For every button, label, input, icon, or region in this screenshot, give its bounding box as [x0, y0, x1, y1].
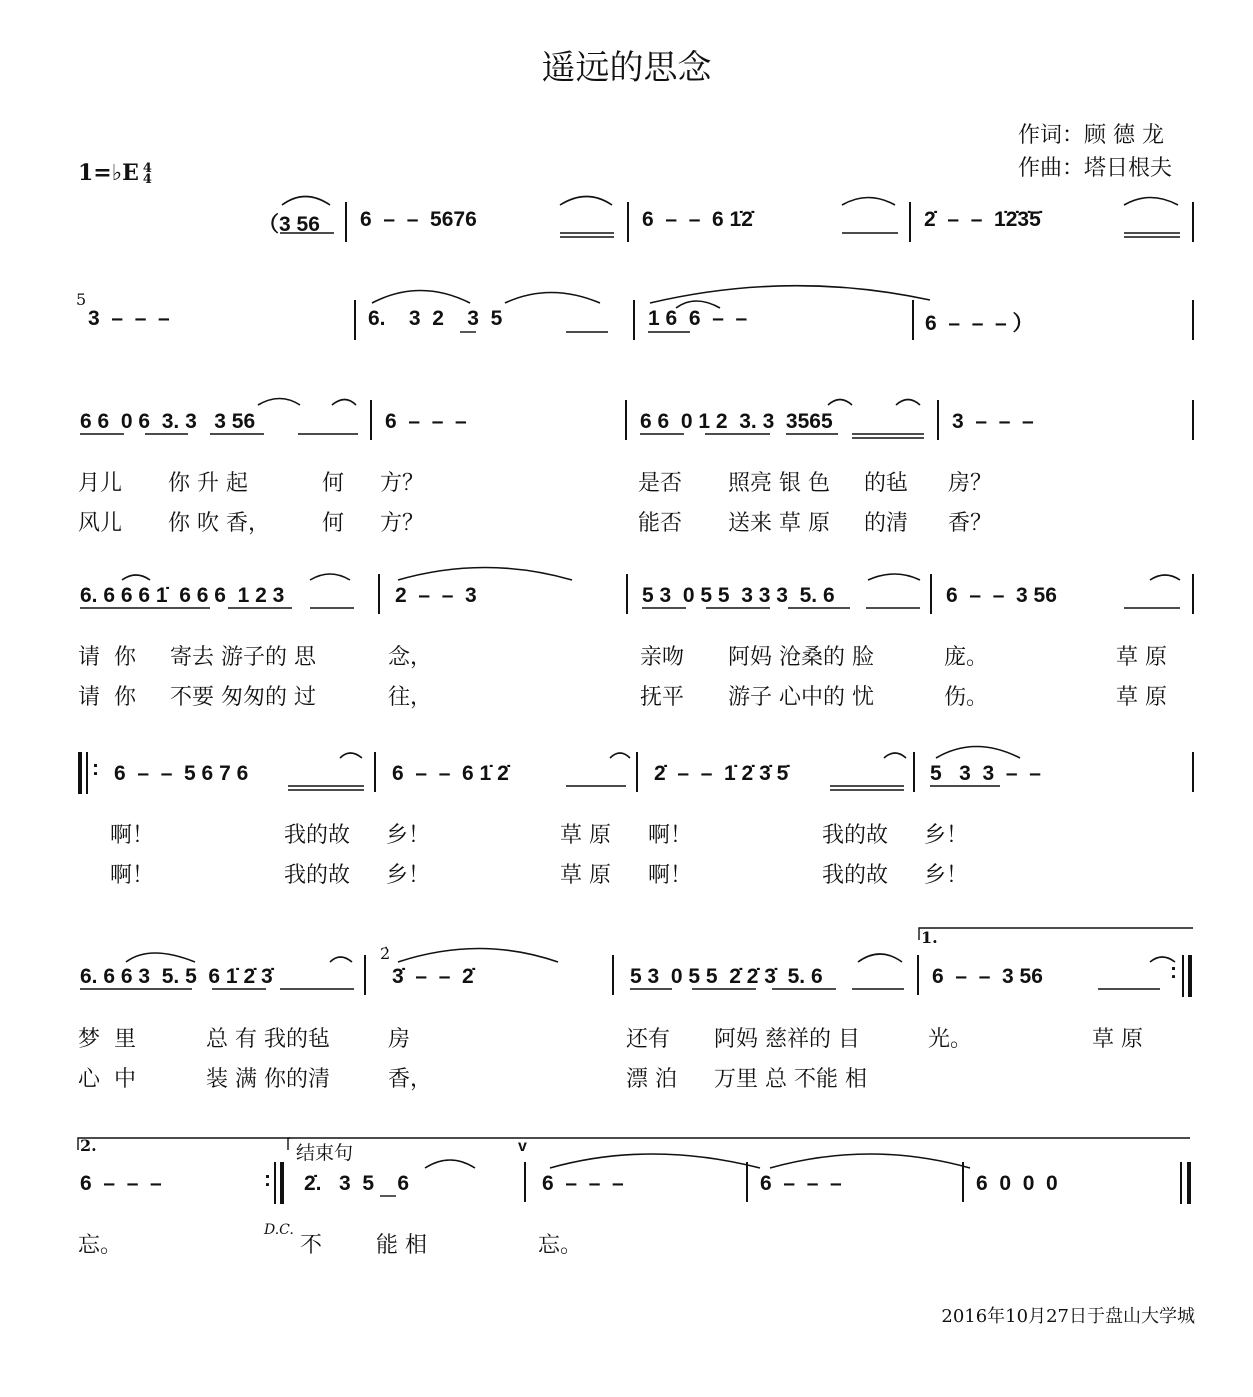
slur — [505, 293, 600, 304]
slur — [372, 291, 470, 304]
measure-r1-1: （3 56 — [258, 213, 320, 236]
measure-r3-1: 6 6 0 6 3. 3 3 56 — [80, 410, 256, 433]
lyric: 草 原 — [560, 823, 611, 848]
lyric: 寄去 游子的 思 — [170, 645, 316, 670]
lyric: 乡！ — [924, 863, 969, 888]
lyric: 啊！ — [110, 863, 155, 888]
measure-r4-4: 6 – – 3 56 — [946, 584, 1057, 607]
lyric: 草 原 — [1116, 645, 1167, 670]
slur — [126, 953, 195, 962]
grace-note: 2̇ — [380, 944, 391, 963]
lyric: 游子 心中的 忧 — [728, 685, 874, 710]
lyric: 房 — [388, 1027, 411, 1052]
lyric: 啊！ — [648, 863, 693, 888]
lyric: 念， — [388, 645, 433, 670]
slur — [1150, 957, 1175, 962]
lyric: 啊！ — [110, 823, 155, 848]
slur — [122, 575, 150, 580]
lyric: 方？ — [380, 471, 425, 496]
composer-credit: 作曲：塔日根夫 — [1018, 156, 1173, 181]
measure-r3-3: 6 6 0 1 2 3. 3 3565 — [640, 410, 833, 433]
measure-r7-1: 6 – – – — [80, 1172, 162, 1195]
lyric: 送来 草 原 — [728, 511, 830, 536]
slur — [282, 197, 330, 206]
second-ending-label: 2. — [80, 1136, 97, 1155]
lyric: 我的故 — [284, 863, 351, 888]
lyric: 的清 — [864, 511, 909, 536]
slur — [398, 568, 572, 581]
measure-r4-2: 2 – – 3 — [395, 584, 477, 607]
lyric: 还有 — [626, 1027, 671, 1052]
lyric: 心 中 — [78, 1067, 136, 1092]
measure-r6-4: 6 – – 3 56 — [932, 965, 1043, 988]
grace-note: 5 — [76, 290, 87, 309]
lyric: 不 — [300, 1233, 323, 1258]
slur — [610, 753, 630, 758]
slur — [332, 400, 356, 406]
measure-r1-4: 2̇ – – 1̇2̇3̇5̇ — [924, 208, 1041, 231]
measure-r1-3: 6 – – 6 1̇2̇ — [642, 208, 753, 231]
lyric: 乡！ — [386, 863, 431, 888]
song-title: 遥远的思念 — [541, 48, 712, 88]
date-signature: 2016年10月27日于盘山大学城 — [941, 1306, 1195, 1327]
lyric: 抚平 — [640, 685, 685, 710]
first-ending-label: 1. — [921, 928, 938, 947]
second-ending-bracket — [78, 1138, 290, 1150]
measure-r1-2: 6 – – 5676 — [360, 208, 477, 231]
breath-mark: v — [518, 1138, 527, 1155]
key-label: 1=♭E — [78, 160, 139, 186]
lyricist-credit: 作词：顾 德 龙 — [1018, 123, 1164, 148]
lyric: 万里 总 不能 相 — [714, 1067, 867, 1092]
lyric: 草 原 — [1116, 685, 1167, 710]
measure-r7-5: 6 0 0 0 — [976, 1172, 1058, 1195]
slur — [676, 301, 720, 308]
measure-r5-3: 2̇ – – 1̇ 2̇ 3̇ 5̇ — [654, 762, 789, 785]
lyric: 阿妈 慈祥的 目 — [714, 1027, 860, 1052]
slur — [330, 957, 352, 962]
time-bottom: 4 — [142, 172, 152, 187]
time-top: 4 — [142, 161, 152, 176]
slur — [425, 1160, 475, 1168]
slur — [884, 753, 906, 758]
slur — [310, 574, 350, 580]
first-ending-bracket — [919, 928, 1193, 940]
repeat-dots: : — [264, 1168, 271, 1191]
measure-r2-2: 6. 3 2 3 5 — [368, 307, 503, 330]
lyric: 能 相 — [376, 1233, 427, 1258]
lyric: 请 你 — [78, 645, 136, 670]
measure-r7-2: 2̇. 3 5 6 — [304, 1172, 410, 1195]
slur — [1150, 575, 1180, 580]
slur — [770, 1154, 970, 1168]
lyric: 伤。 — [944, 685, 989, 710]
lyric: 不要 匆匆的 过 — [170, 685, 316, 710]
repeat-dots: : — [92, 757, 99, 780]
dc-mark: D.C. — [264, 1222, 294, 1238]
lyric: 香， — [388, 1067, 433, 1092]
measure-r6-2: 3̇ – – 2̇ — [392, 965, 474, 988]
measure-r6-1: 6. 6 6 3 5. 5 6 1̇ 2̇ 3̇ — [80, 965, 273, 988]
lyric: 往， — [388, 685, 433, 710]
measure-r4-1: 6. 6 6 6 1̇ 6 6 6 1 2 3 — [80, 584, 285, 607]
measure-r7-4: 6 – – – — [760, 1172, 842, 1195]
measure-r4-3: 5 3 0 5 5 3 3 3 5. 6 — [642, 584, 835, 607]
lyric: 我的故 — [822, 823, 889, 848]
lyric: 照亮 银 色 — [728, 471, 830, 496]
coda-bracket — [288, 1138, 1190, 1150]
measure-r7-3: 6 – – – — [542, 1172, 624, 1195]
slur — [896, 400, 920, 406]
lyric: 梦 里 — [78, 1027, 136, 1052]
lyric: 庞。 — [944, 645, 989, 670]
lyric: 方？ — [380, 511, 425, 536]
measure-r2-1: 3 – – – — [88, 307, 170, 330]
lyric: 草 原 — [560, 863, 611, 888]
measure-r3-4: 3 – – – — [952, 410, 1034, 433]
slur — [868, 574, 920, 580]
measure-r5-2: 6 – – 6 1̇ 2̇ — [392, 762, 509, 785]
slur — [560, 197, 612, 206]
slur — [858, 954, 902, 962]
lyric: 乡！ — [386, 823, 431, 848]
lyric: 风儿 — [78, 511, 123, 536]
lyric: 阿妈 沧桑的 脸 — [728, 645, 874, 670]
slur — [258, 399, 300, 406]
lyric: 我的故 — [284, 823, 351, 848]
lyric: 忘。 — [538, 1233, 583, 1258]
lyric: 漂 泊 — [626, 1067, 677, 1092]
lyric: 乡！ — [924, 823, 969, 848]
slur — [550, 1154, 760, 1168]
lyric: 忘。 — [78, 1233, 123, 1258]
lyric: 你 升 起 — [168, 471, 248, 496]
lyric: 何 — [322, 511, 345, 536]
slur — [842, 198, 895, 206]
lyric: 草 原 — [1092, 1027, 1143, 1052]
slur — [398, 949, 558, 963]
lyric: 能否 — [638, 511, 683, 536]
slur — [1124, 198, 1178, 206]
lyric: 亲吻 — [640, 645, 685, 670]
slur — [650, 286, 930, 303]
measure-r6-3: 5 3 0 5 5 2̇ 2̇ 3̇ 5. 6 — [630, 965, 823, 988]
measure-r5-1: 6 – – 5 6 7 6 — [114, 762, 249, 785]
measure-r2-4: 6 – – – ） — [925, 312, 1034, 335]
lyric: 香？ — [948, 511, 993, 536]
measure-r5-4: 5 3 3 – – — [930, 762, 1041, 785]
lyric: 你 吹 香， — [168, 511, 270, 536]
lyric: 月儿 — [78, 471, 123, 496]
lyric: 的毡 — [864, 471, 909, 496]
lyric: 我的故 — [822, 863, 889, 888]
lyric: 房？ — [948, 471, 993, 496]
slur — [340, 753, 362, 758]
slur — [936, 747, 1020, 759]
lyric: 是否 — [638, 471, 683, 496]
coda-label: 结束句 — [296, 1142, 354, 1164]
lyric: 何 — [322, 471, 345, 496]
lyric: 装 满 你的清 — [206, 1067, 330, 1092]
measure-r2-3: 1 6 6 – – — [648, 307, 748, 330]
lyric: 请 你 — [78, 685, 136, 710]
repeat-dots: : — [1170, 960, 1177, 983]
slur — [828, 400, 852, 406]
measure-r3-2: 6 – – – — [385, 410, 467, 433]
lyric: 总 有 我的毡 — [206, 1027, 330, 1052]
lyric: 光。 — [928, 1027, 973, 1052]
lyric: 啊！ — [648, 823, 693, 848]
